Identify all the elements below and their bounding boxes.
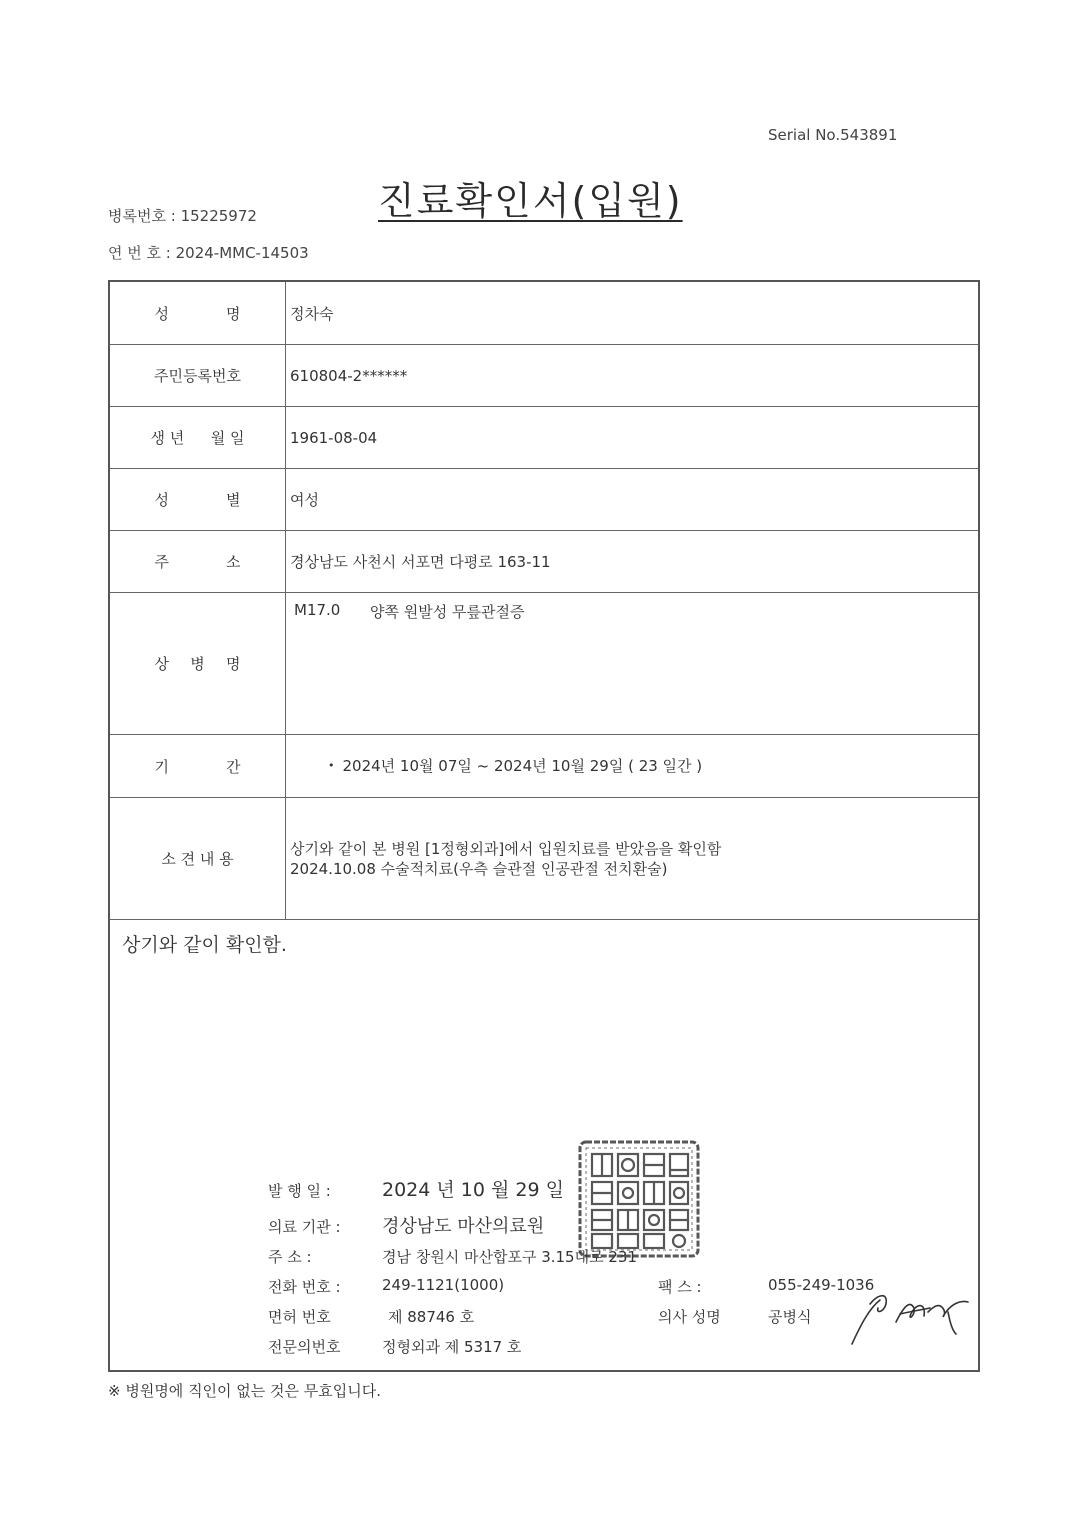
serial-number: Serial No.543891 — [768, 126, 898, 144]
label-diagnosis — [110, 593, 286, 734]
row-rrn — [110, 345, 978, 407]
issuer-address: 경남 창원시 마산합포구 3.15대로 231 — [382, 1248, 637, 1266]
license-number: 제 88746 호 — [388, 1308, 475, 1326]
label-name — [110, 282, 286, 344]
chart-number: 15225972 — [180, 207, 257, 225]
label-sex — [110, 469, 286, 530]
label-diagnosis-c: 명 — [226, 655, 241, 673]
diagnosis-code: M17.0 — [294, 601, 341, 619]
specialist-number: 정형외과 제 5317 호 — [382, 1338, 522, 1356]
document-serial-line — [108, 242, 309, 263]
label-diagnosis-b: 병 — [190, 655, 205, 673]
phone-label: 전화 번호 : — [268, 1278, 341, 1296]
row-name — [110, 282, 978, 345]
label-sex-a: 성 — [154, 491, 169, 509]
label-opinion: 소 견 내 용 — [110, 798, 286, 919]
row-opinion — [110, 798, 978, 920]
fax-label: 팩 스 : — [658, 1278, 702, 1296]
value-period — [328, 755, 702, 776]
row-address — [110, 531, 978, 593]
doctor-name: 공병식 — [768, 1308, 812, 1326]
chart-number-line — [108, 205, 257, 226]
fax-number: 055-249-1036 — [768, 1276, 875, 1294]
label-name-b: 명 — [226, 304, 241, 323]
chart-number-label: 병록번호 : — [108, 207, 181, 225]
license-label: 면허 번호 — [268, 1308, 331, 1326]
label-birth — [110, 407, 286, 468]
value-name: 정차숙 — [290, 304, 334, 323]
row-period — [110, 735, 978, 798]
issue-date-label: 발 행 일 : — [268, 1182, 331, 1200]
label-rrn: 주민등록번호 — [110, 345, 286, 406]
diagnosis-name: 양쪽 원발성 무릎관절증 — [370, 603, 525, 621]
confirmation-form-table — [108, 280, 980, 1372]
label-period-a: 기 — [154, 757, 169, 776]
institution-name: 경상남도 마산의료원 — [382, 1216, 545, 1237]
document-title: 진료확인서(입원) — [378, 179, 683, 223]
document-serial: 2024-MMC-14503 — [175, 244, 309, 262]
bullet-icon: • — [328, 759, 335, 772]
label-address — [110, 531, 286, 592]
row-birth — [110, 407, 978, 469]
doctor-label: 의사 성명 — [658, 1308, 721, 1326]
period-text: 2024년 10월 07일 ~ 2024년 10월 29일 ( 23 일간 ) — [342, 757, 703, 775]
institution-label: 의료 기관 : — [268, 1218, 341, 1236]
label-sex-b: 별 — [226, 491, 241, 509]
label-period-b: 간 — [226, 757, 241, 776]
opinion-line-1: 상기와 같이 본 병원 [1정형외과]에서 입원치료를 받았음을 확인함 — [290, 840, 722, 858]
value-birth: 1961-08-04 — [290, 428, 378, 447]
value-address: 경상남도 사천시 서포면 다평로 163-11 — [290, 553, 551, 571]
specialist-label: 전문의번호 — [268, 1338, 341, 1356]
row-sex — [110, 469, 978, 531]
row-diagnosis — [110, 593, 978, 735]
doctor-signature-icon — [848, 1282, 974, 1352]
footer-notice: ※ 병원명에 직인이 없는 것은 무효입니다. — [108, 1382, 382, 1400]
label-address-b: 소 — [226, 553, 241, 571]
official-seal-icon — [578, 1140, 700, 1258]
opinion-line-2: 2024.10.08 수술적치료(우측 슬관절 인공관절 전치환술) — [290, 860, 668, 878]
value-sex: 여성 — [290, 491, 319, 509]
label-diagnosis-a: 상 — [154, 655, 169, 673]
issue-date: 2024 년 10 월 29 일 — [382, 1179, 564, 1201]
label-birth-a: 생 년 — [150, 429, 185, 447]
document-serial-label: 연 번 호 : — [108, 244, 176, 262]
label-period — [110, 735, 286, 797]
label-address-a: 주 — [154, 553, 169, 571]
value-rrn: 610804-2****** — [290, 366, 408, 385]
phone-number: 249-1121(1000) — [382, 1276, 505, 1294]
issuer-address-label: 주 소 : — [268, 1248, 312, 1266]
confirm-statement: 상기와 같이 확인함. — [122, 934, 287, 956]
label-birth-b: 월 일 — [210, 429, 245, 447]
label-name-a: 성 — [154, 304, 169, 323]
